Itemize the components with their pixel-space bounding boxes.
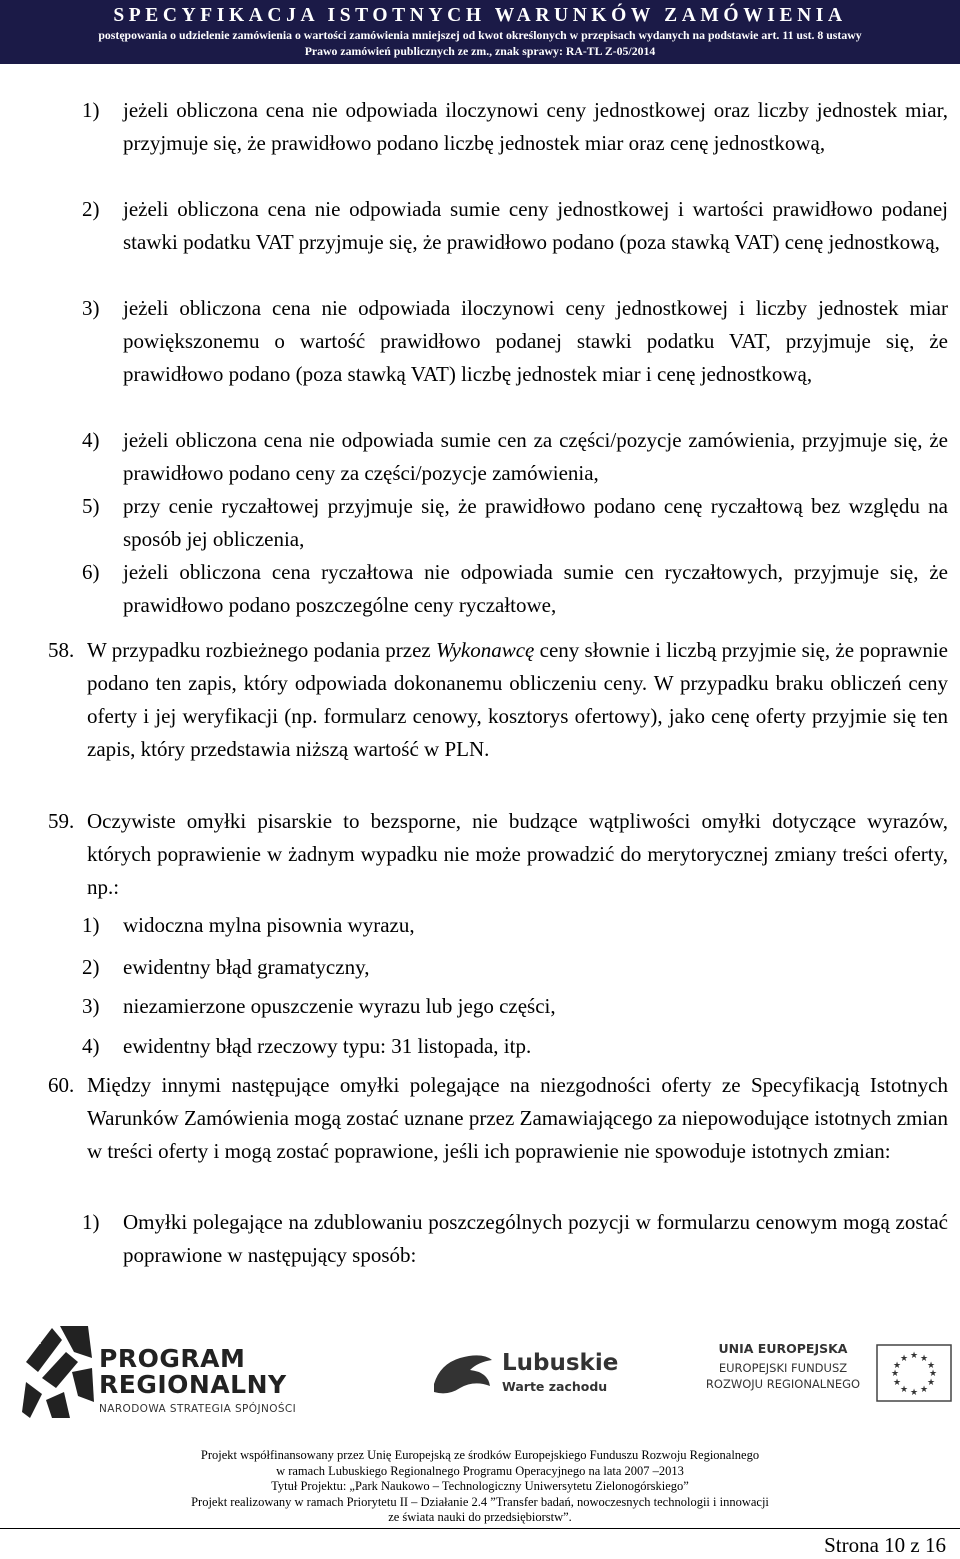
list-item bbox=[82, 193, 948, 259]
footer-line: Tytuł Projektu: „Park Naukowo – Technologiczny Uniwersytetu Zielonogórskiego” bbox=[271, 1479, 689, 1493]
svg-text:★: ★ bbox=[909, 1388, 919, 1398]
footer-line: w ramach Lubuskiego Regionalnego Programu Operacyjnego na lata 2007 –2013 bbox=[276, 1463, 684, 1478]
list-number: 5) bbox=[82, 494, 100, 518]
paragraph-59 bbox=[48, 805, 948, 904]
svg-text:★: ★ bbox=[909, 1351, 919, 1361]
list-number: 4) bbox=[82, 1034, 100, 1058]
regionalny-text: REGIONALNY bbox=[99, 1370, 287, 1399]
list-text: jeżeli obliczona cena ryczałtowa nie odpowiada sumie cen ryczałtowych, przyjmuje się, że prawidłowo podano poszczególne ceny ryczałtowe, bbox=[123, 560, 948, 617]
program-regionalny-logo bbox=[22, 1322, 352, 1422]
lubuskie-emblem-icon bbox=[430, 1344, 494, 1404]
list-number: 1) bbox=[82, 98, 100, 122]
logo-band bbox=[22, 1322, 952, 1422]
paragraph-58 bbox=[48, 634, 948, 766]
footer-divider bbox=[0, 1528, 960, 1529]
list-number: 4) bbox=[82, 428, 100, 452]
list-text: jeżeli obliczona cena nie odpowiada iloczynowi ceny jednostkowej i liczby jednostek miar powiększonemu o wartość prawidłowo podanej stawki podatku VAT, przyjmuje się, że prawidłowo podano (poza stawką VAT) liczbę jednostek miar i cenę jednostkową, bbox=[123, 296, 948, 386]
lubuskie-text: Lubuskie bbox=[502, 1350, 619, 1376]
list-number: 2) bbox=[82, 197, 100, 221]
paragraph-number: 59. bbox=[48, 809, 75, 833]
paragraph-number: 60. bbox=[48, 1073, 75, 1097]
svg-text:★: ★ bbox=[926, 1378, 936, 1388]
eu-fund-line2: ROZWOJU REGIONALNEGO bbox=[705, 1377, 861, 1391]
list-number: 2) bbox=[82, 955, 100, 979]
list-item bbox=[82, 951, 948, 984]
eu-title: UNIA EUROPEJSKA bbox=[718, 1341, 848, 1356]
svg-text:★: ★ bbox=[890, 1369, 900, 1379]
svg-text:★: ★ bbox=[899, 1354, 909, 1364]
paragraph-text: Między innymi następujące omyłki polegające na niezgodności oferty ze Specyfikacją Istotnych Warunków Zamówienia mogą zostać uznane przez Zamawiającego za niepowodujące istotnych zmian w treści oferty i mogą zostać poprawione, jeśli ich poprawienie nie spowoduje istotnych zmian: bbox=[87, 1073, 948, 1163]
list-item bbox=[82, 292, 948, 391]
svg-text:★: ★ bbox=[899, 1385, 909, 1395]
paragraph-number: 58. bbox=[48, 638, 75, 662]
footer-line: ze świata nauki do przedsiębiorstw”. bbox=[388, 1510, 572, 1524]
strategy-text: NARODOWA STRATEGIA SPÓJNOŚCI bbox=[99, 1403, 297, 1415]
paragraph-60 bbox=[48, 1069, 948, 1168]
list-text: widoczna mylna pisownia wyrazu, bbox=[123, 913, 415, 937]
svg-text:★: ★ bbox=[928, 1369, 938, 1379]
paragraph-text: W przypadku rozbieżnego podania przez Wykonawcę ceny słownie i liczbą przyjmie się, że poprawnie podano ten zapis, który odpowiada dokonanemu obliczeniu ceny. W przypadku braku obliczeń ceny oferty i jej weryfikacji (np. formularz cenowy, kosztorys ofertowy), jako cenę oferty przyjmie się ten zapis, który przedstawia niższą wartość w PLN. bbox=[87, 638, 948, 761]
list-text: jeżeli obliczona cena nie odpowiada sumie cen za części/pozycje zamówienia, przyjmuje się, że prawidłowo podano ceny za części/pozycje zamówienia, bbox=[123, 428, 948, 485]
paragraph-text: Oczywiste omyłki pisarskie to bezsporne, nie budzące wątpliwości omyłki dotyczące wyrazów, których poprawienie w żadnym wypadku nie może prowadzić do merytorycznej zmiany treści oferty, np.: bbox=[87, 809, 948, 899]
svg-text:★: ★ bbox=[919, 1354, 929, 1364]
page-number: Strona 10 z 16 bbox=[824, 1533, 946, 1557]
italic-term: Wykonawcę bbox=[436, 638, 535, 662]
eu-logo bbox=[698, 1335, 938, 1413]
document-header bbox=[0, 0, 960, 64]
list-item bbox=[82, 556, 948, 622]
list-number: 6) bbox=[82, 560, 100, 584]
list-item bbox=[82, 909, 948, 942]
list-text: ewidentny błąd gramatyczny, bbox=[123, 955, 370, 979]
list-text: jeżeli obliczona cena nie odpowiada iloczynowi ceny jednostkowej oraz liczby jednostek miar, przyjmuje się, że prawidłowo podano liczbę jednostek miar oraz cenę jednostkową, bbox=[123, 98, 948, 155]
svg-text:★: ★ bbox=[892, 1378, 902, 1388]
list-item bbox=[82, 424, 948, 490]
list-number: 3) bbox=[82, 296, 100, 320]
list-text: przy cenie ryczałtowej przyjmuje się, że prawidłowo podano cenę ryczałtową bez względu na sposób jej obliczenia, bbox=[123, 494, 948, 551]
footer-line: Projekt współfinansowany przez Unię Europejską ze środków Europejskiego Funduszu Rozwoju Regionalnego bbox=[200, 1448, 760, 1462]
svg-text:★: ★ bbox=[892, 1361, 902, 1371]
list-item bbox=[82, 1206, 948, 1272]
list-item bbox=[82, 990, 948, 1023]
list-text: jeżeli obliczona cena nie odpowiada sumie ceny jednostkowej i wartości prawidłowo podanej stawki podatku VAT przyjmuje się, że prawidłowo podano (poza stawką VAT) cenę jednostkową, bbox=[123, 197, 948, 254]
list-text: Omyłki polegające na zdublowaniu poszczególnych pozycji w formularzu cenowym mogą zostać poprawione w następujący sposób: bbox=[123, 1210, 948, 1267]
lubuskie-slogan: Warte zachodu bbox=[502, 1379, 608, 1394]
footer-line: Projekt realizowany w ramach Priorytetu II – Działanie 2.4 ”Transfer badań, nowoczesnych technologii i innowacji bbox=[191, 1494, 769, 1509]
svg-text:★: ★ bbox=[926, 1361, 936, 1371]
header-subtitle-line1: postępowania o udzielenie zamówienia o wartości zamówienia mniejszej od kwot określonych w przepisach wydanych na podstawie art. 11 ust. 8 ustawy bbox=[98, 28, 862, 42]
document-title: SPECYFIKACJA ISTOTNYCH WARUNKÓW ZAMÓWIENIA bbox=[113, 5, 847, 26]
footer-info bbox=[0, 1448, 960, 1526]
header-subtitle-line2: Prawo zamówień publicznych ze zm., znak sprawy: RA-TL Z-05/2014 bbox=[304, 44, 656, 58]
program-regionalny-emblem-icon bbox=[22, 1322, 96, 1422]
list-item bbox=[82, 490, 948, 556]
eu-fund-line1: EUROPEJSKI FUNDUSZ bbox=[718, 1361, 848, 1375]
list-text: ewidentny błąd rzeczowy typu: 31 listopada, itp. bbox=[123, 1034, 532, 1058]
eu-flag-icon bbox=[876, 1335, 952, 1411]
program-text: PROGRAM bbox=[99, 1344, 246, 1373]
list-item bbox=[82, 1030, 948, 1063]
list-number: 1) bbox=[82, 913, 100, 937]
lubuskie-logo bbox=[430, 1344, 620, 1404]
list-number: 1) bbox=[82, 1210, 100, 1234]
list-item bbox=[82, 94, 948, 160]
list-number: 3) bbox=[82, 994, 100, 1018]
svg-text:★: ★ bbox=[919, 1385, 929, 1395]
list-text: niezamierzone opuszczenie wyrazu lub jego części, bbox=[123, 994, 556, 1018]
